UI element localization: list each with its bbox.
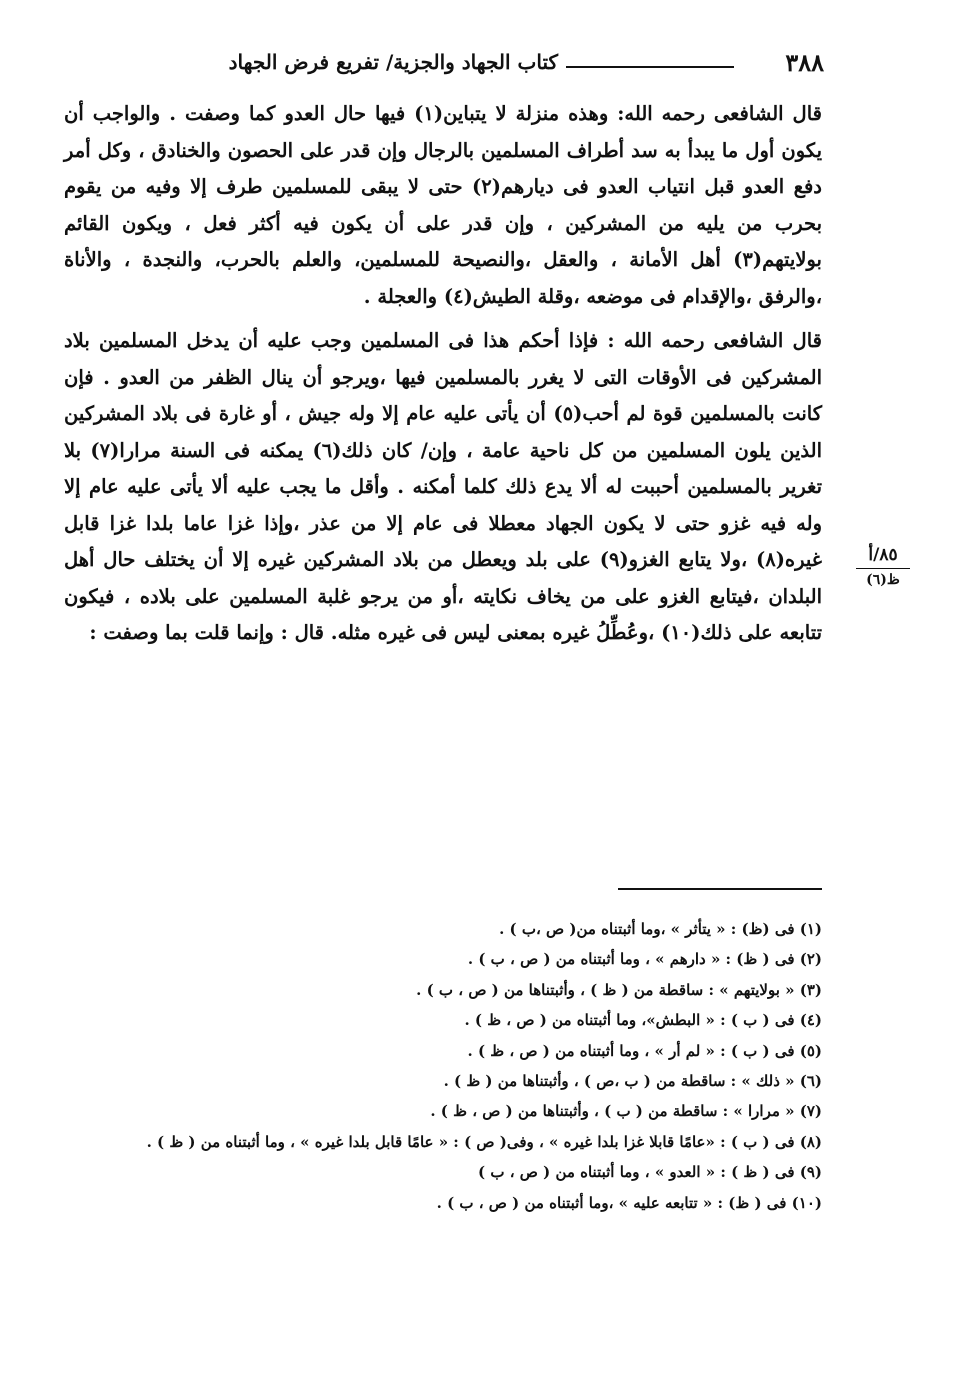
footnote: (٨) فى ( ب ) : «عامًا قابلا غزا بلدا غيره » ، وفى( ص ) : « عامًا قابل بلدا غيره » ، وما أثبتناه من ( ظ ) . [146, 1132, 822, 1151]
footnotes [64, 914, 822, 1218]
margin-folio: ٨٥/أ [868, 545, 898, 565]
paragraph [64, 323, 822, 652]
paragraph [64, 96, 822, 315]
footnote: (٥) فى ( ب ) : « لم أر » ، وما أثبتناه من ( ص ، ظ ) . [467, 1041, 822, 1060]
paragraph-text: رحمه الله: وهذه منزلة لا يتباين(١) فيها حال العدو كما وصفت . والواجب أن يكون أول ما يبدأ به سد أطراف المسلمين بالرجال وإن قدر على الحصون والخنادق ، وكل أمر دفع العدو قبل انتياب العدو فى ديارهم(٢) حتى لا يبقى للمسلمين طرف إلا وفيه من يقوم بحرب من يليه من المشركين ، وإن قدر على أن يكون فيه أكثر فعل ، ويكون القائم بولايتهم(٣) أهل الأمانة ، والعقل ،والنصيحة للمسلمين، والعلم بالحرب، والنجدة ، والأناة ،والرفق ،والإقدام فى موضعه ،وقلة الطيش(٤) والعجلة . [64, 102, 822, 308]
running-title: كتاب الجهاد والجزية/ تفريع فرض الجهاد [228, 50, 558, 74]
page-number: ٣٨٨ [785, 48, 824, 77]
footnote: (٢) فى ( ظ) : « دارهم » ، وما أثبتناه من ( ص ، ب ) . [467, 950, 822, 969]
margin-sigla: ظ(٦) [866, 572, 900, 588]
footnote: (١) فى (ظ) : « يتأثر » ،وما أثبتناه من( ص ،ب ) . [499, 920, 822, 938]
speaker-label: قال الشافعى [713, 329, 822, 352]
margin-rule [856, 568, 910, 569]
header-rule [566, 66, 734, 68]
footnote: (٩) فى ( ظ ) : « العدو » ، وما أثبتناه من ( ص ، ب ) [478, 1163, 822, 1182]
footnote-separator [618, 888, 822, 890]
speaker-label: قال الشافعى [713, 102, 822, 125]
footnote: (١٠) فى ( ظ) : « تتابعه عليه » ،وما أثبتناه من ( ص ، ب ) . [436, 1193, 822, 1212]
paragraph-text: رحمه الله : فإذا أحكم هذا فى المسلمين وجب عليه أن يدخل المسلمين بلاد المشركين فى الأوقات التى لا يغرر بالمسلمين فيها ،ويرجو أن ينال الظفر من العدو . فإن كانت بالمسلمين قوة لم أحب(٥) أن يأتى عليه عام إلا وله جيش ، أو غارة فى بلاد المشركين الذين يلون المسلمين من كل ناحية عامة ، وإن/ كان ذلك(٦) يمكنه فى السنة مرارا(٧) بلا تغرير بالمسلمين أحببت له ألا يدع ذلك كلما أمكنه . وأقل ما يجب عليه ألا يأتى عليه عام إلا وله فيه غزو حتى لا يكون الجهاد معطلا فى عام إلا من عذر ،وإذا غزا عاما بلدا غزا قابل غيره(٨) ،ولا يتابع الغزو(٩) على بلد ويعطل من بلاد المشركين غيره إلا أن يختلف حال أهل البلدان ،فيتابع الغزو على من يخاف نكايته ،أو من يرجو غلبة المسلمين على بلاده ، فيكون تتابعه على ذلك(١٠) ،وعُطِّلُ غيره بمعنى ليس فى غيره مثله. قال : وإنما قلت بما وصفت : [64, 329, 823, 644]
footnote: (٧) « مرارا » : ساقطة من ( ب ) ، وأثبتناها من ( ص ، ظ ) . [430, 1102, 822, 1121]
footnote: (٦) « ذلك » : ساقطة من ( ب ،ص ) ، وأثبتناها من ( ظ ) . [443, 1072, 822, 1091]
page-header [64, 46, 824, 86]
footnote: (٣) « بولايتهم » : ساقطة من ( ظ ) ، وأثبتناها من ( ص ، ب ) . [416, 980, 822, 999]
main-text [64, 96, 822, 652]
footnote: (٤) فى ( ب ) : « البطش»، وما أثبتناه من ( ص ، ظ ) . [464, 1011, 822, 1030]
margin-folio-note [854, 544, 912, 589]
